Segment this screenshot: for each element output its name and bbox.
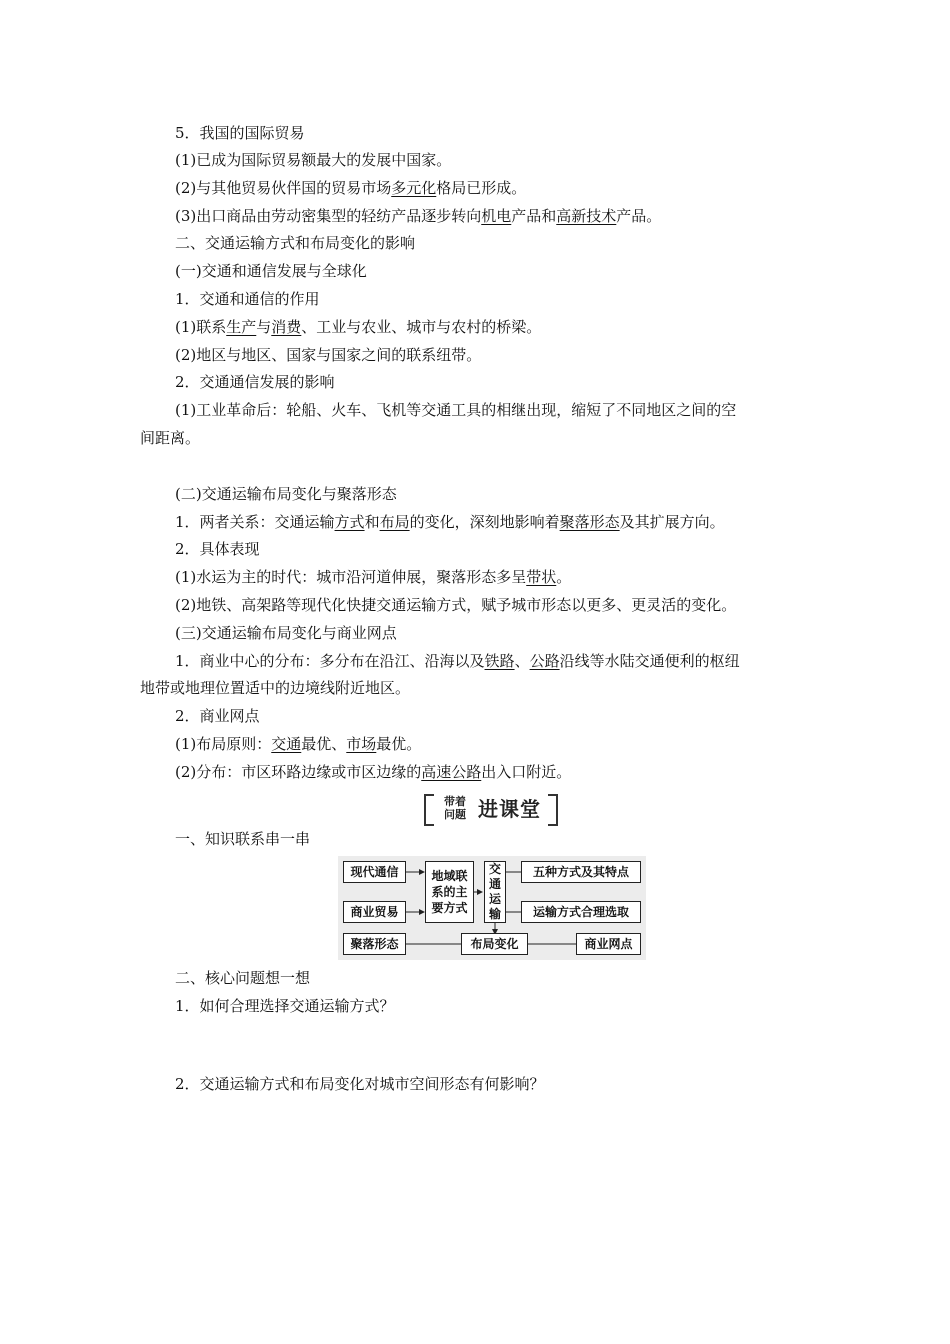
bracket-right (548, 794, 558, 826)
question-2: 2．交通运输方式和布局变化对城市空间形态有何影响？ (175, 1075, 545, 1093)
text-line: (2)地铁、高架路等现代化快捷交通运输方式，赋予城市形态以更多、更灵活的变化。 (175, 596, 737, 614)
underlined-term: 机电 (481, 207, 512, 225)
text-line: (2)地区与地区、国家与国家之间的联系纽带。 (175, 346, 482, 364)
section-heading: 二、交通运输方式和布局变化的影响 (175, 234, 416, 252)
banner-title: 进课堂 (478, 797, 541, 821)
box-five-modes: 五种方式及其特点 (521, 861, 641, 883)
text-line: 2．交通通信发展的影响 (175, 373, 335, 391)
text-line: (2)分布：市区环路边缘或市区边缘的高速公路出入口附近。 (175, 763, 572, 781)
underlined-term: 交通 (271, 735, 302, 753)
underlined-term: 铁路 (484, 652, 515, 670)
underlined-term: 消费 (271, 318, 302, 336)
text-line: (1)联系生产与消费、工业与农业、城市与农村的桥梁。 (175, 318, 542, 336)
subsection-heading: (二)交通运输布局变化与聚落形态 (175, 485, 397, 503)
bracket-left (424, 794, 434, 826)
underlined-term: 多元化 (391, 179, 437, 197)
text-line: (1)已成为国际贸易额最大的发展中国家。 (175, 151, 452, 169)
underlined-term: 公路 (529, 652, 560, 670)
text-line: 间距离。 (140, 429, 201, 447)
box-settlement-form: 聚落形态 (343, 933, 406, 955)
text-line: 地带或地理位置适中的边境线附近地区。 (140, 679, 411, 697)
box-commercial-trade: 商业贸易 (343, 901, 406, 923)
subsection-heading: (三)交通运输布局变化与商业网点 (175, 624, 397, 642)
underlined-term: 生产 (226, 318, 257, 336)
box-modern-communication: 现代通信 (343, 861, 406, 883)
box-regional-connection: 地域联系的主要方式 (425, 861, 474, 923)
section-heading: 一、知识联系串一串 (175, 830, 311, 848)
box-transportation: 交通运输 (484, 861, 506, 923)
text-line: 2．商业网点 (175, 707, 260, 725)
text-line: 1．交通和通信的作用 (175, 290, 320, 308)
underlined-term: 方式 (334, 513, 365, 531)
banner-small-text: 带着 问题 (444, 795, 466, 821)
section-heading: 二、核心问题想一想 (175, 969, 311, 987)
box-commercial-outlets: 商业网点 (576, 933, 641, 955)
underlined-term: 高速公路 (421, 763, 482, 781)
text-line: 2．具体表现 (175, 540, 260, 558)
text-line: (1)工业革命后：轮船、火车、飞机等交通工具的相继出现，缩短了不同地区之间的空 (175, 401, 737, 419)
text-line: 1．商业中心的分布：多分布在沿江、沿海以及铁路、公路沿线等水陆交通便利的枢纽 (175, 652, 740, 670)
text-line: 1．两者关系：交通运输方式和布局的变化，深刻地影响着聚落形态及其扩展方向。 (175, 513, 725, 531)
underlined-term: 布局 (379, 513, 410, 531)
box-mode-selection: 运输方式合理选取 (521, 901, 641, 923)
text-line: (3)出口商品由劳动密集型的轻纺产品逐步转向机电产品和高新技术产品。 (175, 207, 662, 225)
box-layout-change: 布局变化 (461, 933, 528, 955)
text-line: (2)与其他贸易伙伴国的贸易市场多元化格局已形成。 (175, 179, 527, 197)
underlined-term: 聚落形态 (559, 513, 620, 531)
question-1: 1．如何合理选择交通运输方式？ (175, 997, 395, 1015)
underlined-term: 带状 (526, 568, 557, 586)
text-line: (1)布局原则：交通最优、市场最优。 (175, 735, 422, 753)
subsection-heading: (一)交通和通信发展与全球化 (175, 262, 367, 280)
class-banner (424, 794, 558, 824)
underlined-term: 市场 (346, 735, 377, 753)
section-title: 5．我国的国际贸易 (175, 124, 305, 142)
underlined-term: 高新技术 (556, 207, 617, 225)
concept-diagram (338, 856, 646, 960)
text-line: (1)水运为主的时代：城市沿河道伸展，聚落形态多呈带状。 (175, 568, 572, 586)
